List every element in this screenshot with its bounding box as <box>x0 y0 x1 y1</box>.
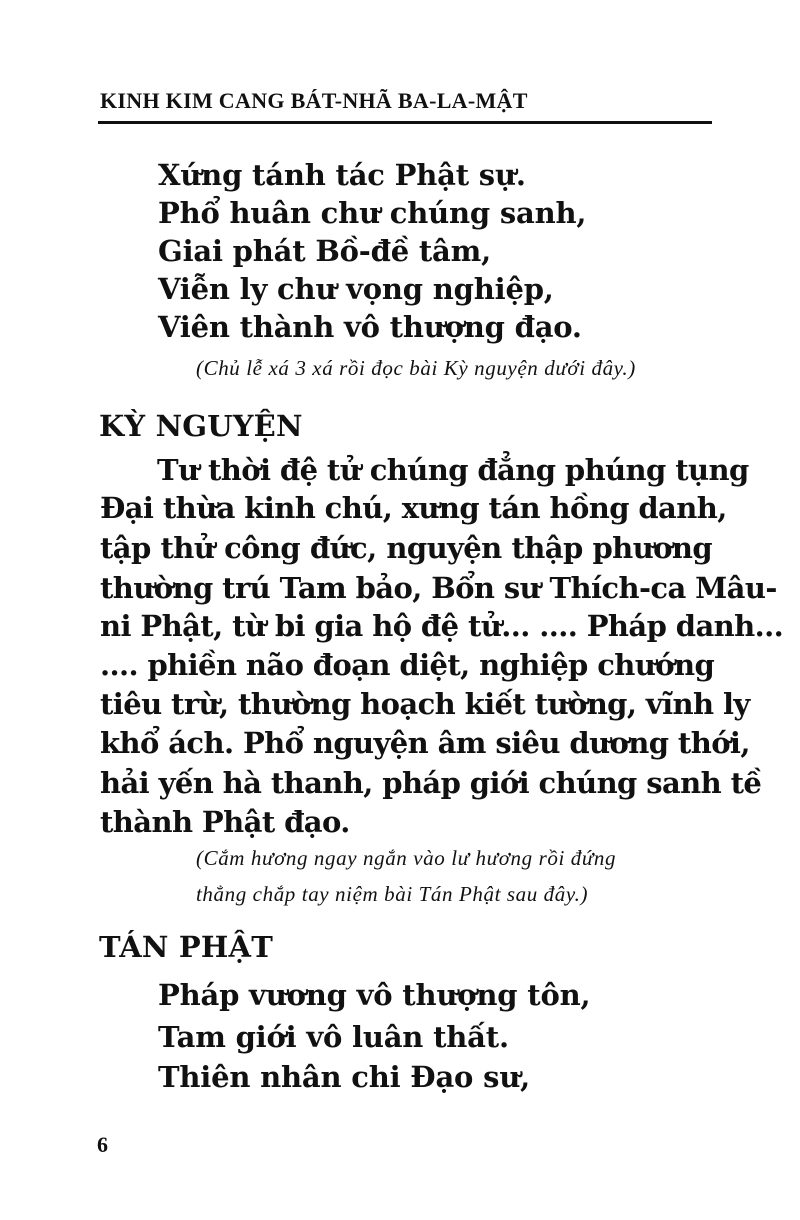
section-title-tan-phat: TÁN PHẬT <box>99 930 273 964</box>
header-rule <box>98 121 712 124</box>
prose-line: tập thử công đức, nguyện thập phương <box>100 531 712 565</box>
verse-line: Viên thành vô thượng đạo. <box>158 310 582 344</box>
prose-line: Đại thừa kinh chú, xưng tán hồng danh, <box>100 491 727 525</box>
prose-line: ni Phật, từ bi gia hộ đệ tử... .... Pháp danh... <box>100 609 784 643</box>
verse-line: Phổ huân chư chúng sanh, <box>158 196 587 230</box>
verse-line: Thiên nhân chi Đạo sư, <box>158 1060 530 1094</box>
prose-line: thường trú Tam bảo, Bổn sư Thích-ca Mâu- <box>100 571 777 605</box>
prose-line: thành Phật đạo. <box>100 805 350 839</box>
instruction-note: (Cắm hương ngay ngắn vào lư hương rồi đứng <box>196 846 617 870</box>
prose-line: tiêu trừ, thường hoạch kiết tường, vĩnh ly <box>100 687 750 721</box>
prose-line: hải yến hà thanh, pháp giới chúng sanh tề <box>100 766 762 800</box>
prose-line: .... phiền não đoạn diệt, nghiệp chướng <box>100 648 715 682</box>
verse-line: Giai phát Bồ-đề tâm, <box>158 234 492 268</box>
verse-line: Viễn ly chư vọng nghiệp, <box>158 272 554 306</box>
instruction-note: (Chủ lễ xá 3 xá rồi đọc bài Kỳ nguyện dưới đây.) <box>196 356 636 380</box>
page-number: 6 <box>97 1132 108 1157</box>
verse-line: Pháp vương vô thượng tôn, <box>158 978 591 1012</box>
instruction-note: thẳng chắp tay niệm bài Tán Phật sau đây.) <box>196 882 589 906</box>
prose-line: khổ ách. Phổ nguyện âm siêu dương thới, <box>100 726 750 760</box>
running-header: KINH KIM CANG BÁT-NHÃ BA-LA-MẬT <box>100 88 528 113</box>
prose-line: Tư thời đệ tử chúng đẳng phúng tụng <box>157 453 749 487</box>
verse-line: Xứng tánh tác Phật sự. <box>158 158 526 192</box>
verse-line: Tam giới vô luân thất. <box>158 1020 509 1054</box>
section-title-ky-nguyen: KỲ NGUYỆN <box>99 409 303 443</box>
